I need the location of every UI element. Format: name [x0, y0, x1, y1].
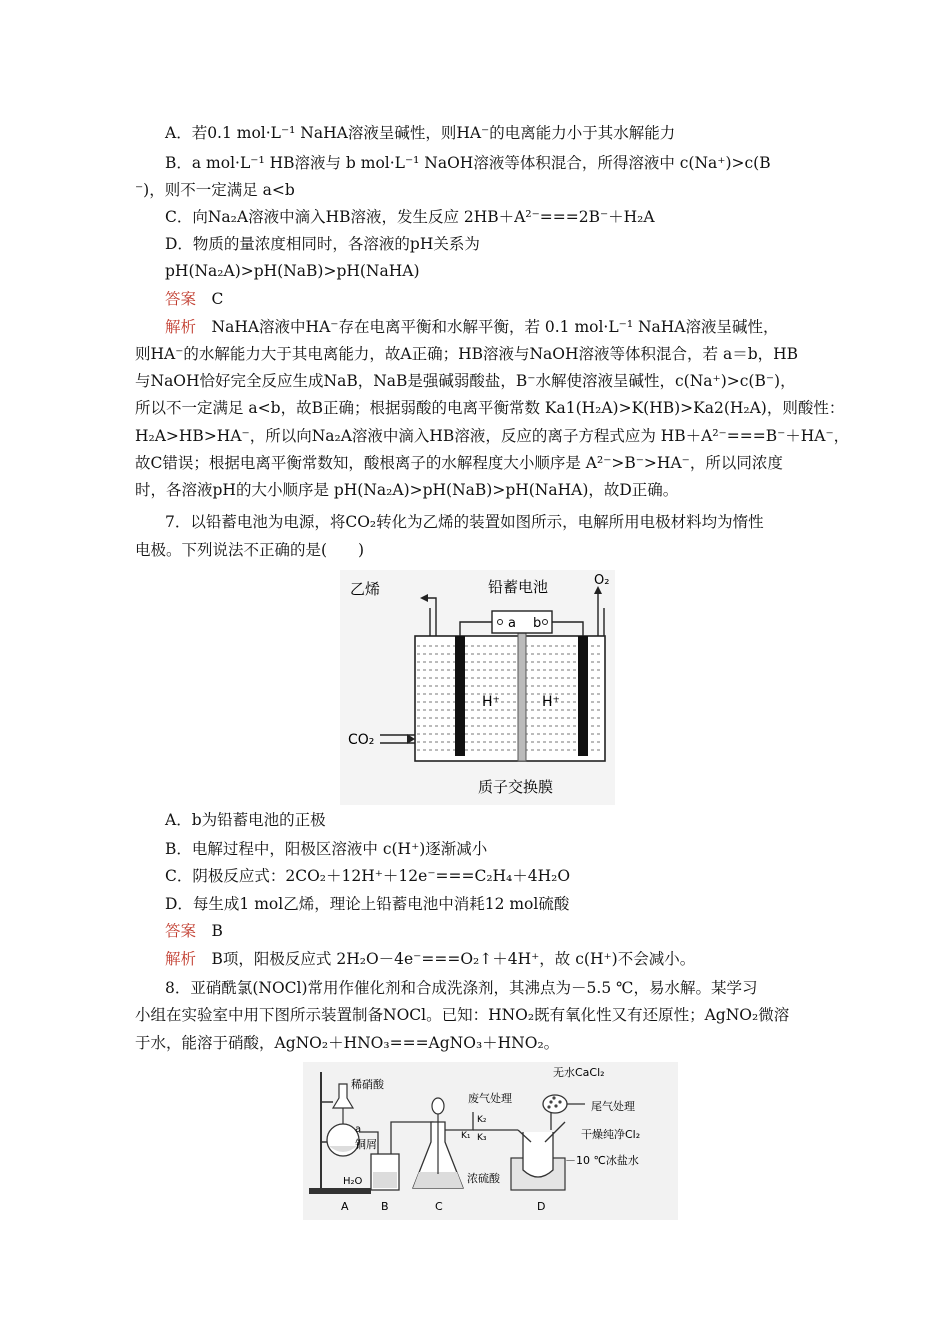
q7-analysis [165, 949, 695, 969]
label-a: A [341, 1200, 349, 1213]
q6-option-b-line2: ⁻)，则不一定满足 a<b [135, 181, 295, 199]
q8-stem-line1: 8．亚硝酰氯(NOCl)常用作催化剂和合成洗涤剂，其沸点为－5.5 ℃，易水解。某学习 [165, 979, 758, 997]
waste-gas-label: 废气处理 [468, 1092, 512, 1105]
answer-value: B [211, 922, 223, 940]
analysis-text: NaHA溶液中HA⁻存在电离平衡和水解平衡，若 0.1 mol·L⁻¹ NaHA溶液呈碱性， [211, 318, 779, 336]
answer-label: 答案 [165, 290, 197, 308]
k2-label: K₂ [477, 1115, 487, 1125]
ethylene-label: 乙烯 [350, 580, 381, 598]
q7-option-b: B．电解过程中，阳极区溶液中 c(H⁺)逐渐减小 [165, 840, 488, 858]
q6-analysis-line1 [165, 317, 779, 337]
q6-option-b-line1: B．a mol·L⁻¹ HB溶液与 b mol·L⁻¹ NaOH溶液等体积混合，所得溶液中 c(Na⁺)>c(B [165, 154, 771, 172]
h-ion-right: H⁺ [542, 694, 560, 710]
q6-analysis-line6: 故C错误；根据电离平衡常数知，酸根离子的水解程度大小顺序是 A²⁻>B⁻>HA⁻，所以同浓度 [135, 454, 783, 472]
copper-label: 铜屑 [355, 1138, 377, 1151]
q6-option-d-line2: pH(Na₂A)>pH(NaB)>pH(NaHA) [165, 262, 420, 280]
q6-option-a: A．若0.1 mol·L⁻¹ NaHA溶液呈碱性，则HA⁻的电离能力小于其水解能力 [165, 124, 676, 142]
co2-label: CO₂ [348, 732, 375, 748]
tail-gas-label: 尾气处理 [591, 1100, 635, 1113]
q6-option-d-line1: D．物质的量浓度相同时，各溶液的pH关系为 [165, 235, 480, 253]
label-b: B [381, 1200, 389, 1213]
proton-membrane [518, 632, 526, 761]
label-d: D [537, 1200, 546, 1213]
left-electrode [455, 636, 465, 756]
q6-analysis-line7: 时，各溶液pH的大小顺序是 pH(Na₂A)>pH(NaB)>pH(NaHA)，故D正确。 [135, 481, 679, 499]
q7-option-c: C．阴极反应式：2CO₂＋12H⁺＋12e⁻===C₂H₄＋4H₂O [165, 867, 571, 885]
answer-value: C [211, 290, 224, 308]
electrolysis-diagram [340, 570, 615, 805]
conc-h2so4-label: 浓硫酸 [467, 1172, 500, 1185]
q8-stem-line2: 小组在实验室中用下图所示装置制备NOCl。已知：HNO₂既有氧化性又有还原性；AgNO₂微溶 [135, 1006, 790, 1024]
dry-cl2-label: 干燥纯净Cl₂ [581, 1128, 641, 1141]
water-label: H₂O [343, 1176, 363, 1187]
battery-label: 铅蓄电池 [488, 578, 549, 596]
right-electrode [578, 636, 588, 756]
valve-a-label: a [355, 1124, 362, 1135]
ice-salt-label: －10 ℃冰盐水 [565, 1154, 639, 1167]
k3-label: K₃ [477, 1133, 487, 1143]
q7-answer [165, 921, 223, 941]
label-c: C [435, 1200, 443, 1213]
dilute-hno3-label: 稀硝酸 [351, 1078, 384, 1091]
q7-stem-line1: 7．以铅蓄电池为电源，将CO₂转化为乙烯的装置如图所示，电解所用电极材料均为惰性 [165, 513, 764, 531]
q7-option-a: A．b为铅蓄电池的正极 [165, 811, 326, 829]
q6-analysis-line5: H₂A>HB>HA⁻，所以向Na₂A溶液中滴入HB溶液，反应的离子方程式应为 HB＋A²⁻===B⁻＋HA⁻， [135, 427, 850, 445]
q8-stem-line3: 于水，能溶于硝酸，AgNO₂＋HNO₃===AgNO₃＋HNO₂。 [135, 1034, 560, 1052]
q6-answer [165, 289, 223, 309]
q6-analysis-line3: 与NaOH恰好完全反应生成NaB，NaB是强碱弱酸盐，B⁻水解使溶液呈碱性，c(Na⁺)>c(B⁻)， [135, 372, 796, 390]
cacl2-label: 无水CaCl₂ [553, 1066, 605, 1079]
h-ion-left: H⁺ [482, 694, 500, 710]
analysis-label: 解析 [165, 318, 197, 336]
terminal-a: a [508, 616, 516, 631]
q6-analysis-line2: 则HA⁻的水解能力大于其电离能力，故A正确；HB溶液与NaOH溶液等体积混合，若 a＝b，HB [135, 345, 799, 363]
answer-label: 答案 [165, 922, 197, 940]
apparatus-diagram [303, 1062, 678, 1220]
analysis-label: 解析 [165, 950, 197, 968]
terminal-b: b [533, 616, 542, 631]
q7-option-d: D．每生成1 mol乙烯，理论上铅蓄电池中消耗12 mol硫酸 [165, 895, 570, 913]
membrane-label: 质子交换膜 [478, 778, 554, 796]
o2-label: O₂ [594, 573, 610, 588]
q6-option-c: C．向Na₂A溶液中滴入HB溶液，发生反应 2HB＋A²⁻===2B⁻＋H₂A [165, 208, 655, 226]
k1-label: K₁ [461, 1131, 471, 1141]
q6-analysis-line4: 所以不一定满足 a<b，故B正确；根据弱酸的电离平衡常数 Ka1(H₂A)>K(HB)>Ka2(H₂A)，则酸性： [135, 399, 845, 417]
q7-stem-line2: 电极。下列说法不正确的是( ) [135, 541, 365, 559]
analysis-text: B项，阳极反应式 2H₂O－4e⁻===O₂↑＋4H⁺，故 c(H⁺)不会减小。 [211, 950, 696, 968]
